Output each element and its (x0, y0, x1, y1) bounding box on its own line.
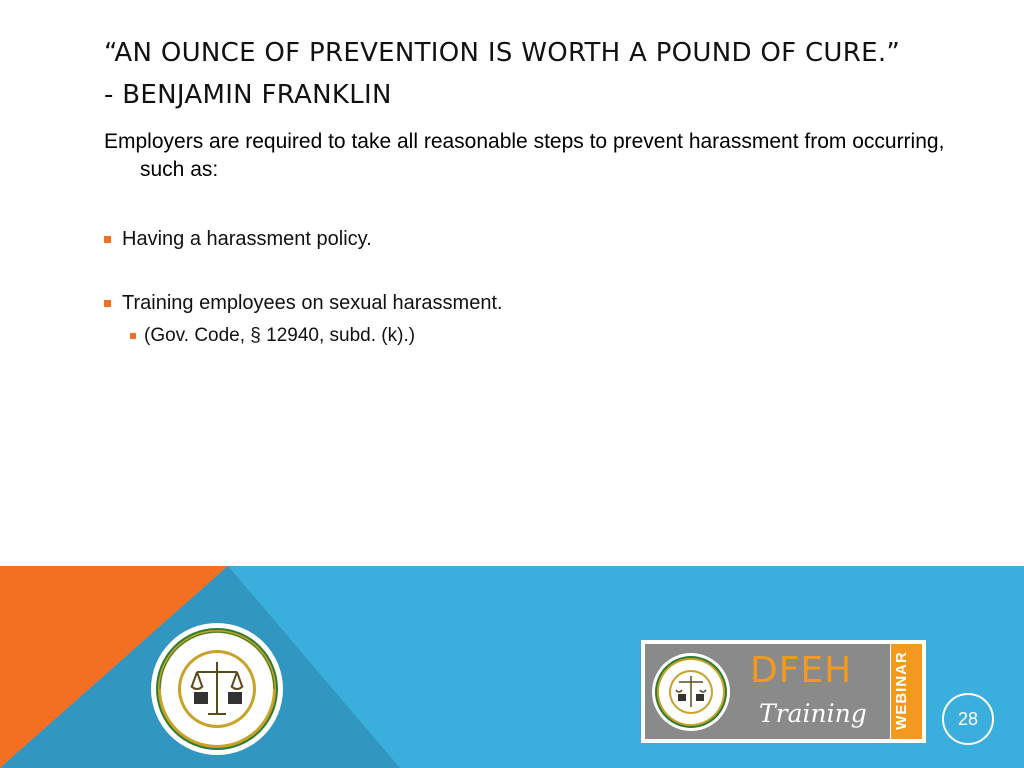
bullet-text: Training employees on sexual harassment. (122, 292, 503, 314)
sub-bullet-item (130, 325, 415, 347)
badge-subtitle: Training (759, 699, 867, 728)
badge-panel (645, 644, 890, 739)
square-bullet-icon (130, 333, 136, 339)
dfeh-seal-small-logo (651, 652, 731, 732)
square-bullet-icon (104, 300, 111, 307)
bullet-text: Having a harassment policy. (122, 228, 372, 250)
dfeh-training-badge (641, 640, 926, 743)
webinar-bar (891, 644, 922, 739)
page-number: 28 (942, 693, 994, 745)
sub-bullet-text: (Gov. Code, § 12940, subd. (k).) (144, 325, 416, 346)
square-bullet-icon (104, 236, 111, 243)
dfeh-seal-logo (150, 622, 284, 756)
slide-title: “AN OUNCE OF PREVENTION IS WORTH A POUND OF CURE.” - BENJAMIN FRANKLIN (104, 38, 901, 110)
badge-title: DFEH (750, 650, 853, 691)
webinar-label: WEBINAR (893, 651, 910, 730)
bullet-item (104, 228, 372, 251)
intro-text: Employers are required to take all reasonable steps to prevent harassment from occurring, such as: (104, 130, 945, 181)
bullet-item (104, 292, 503, 315)
